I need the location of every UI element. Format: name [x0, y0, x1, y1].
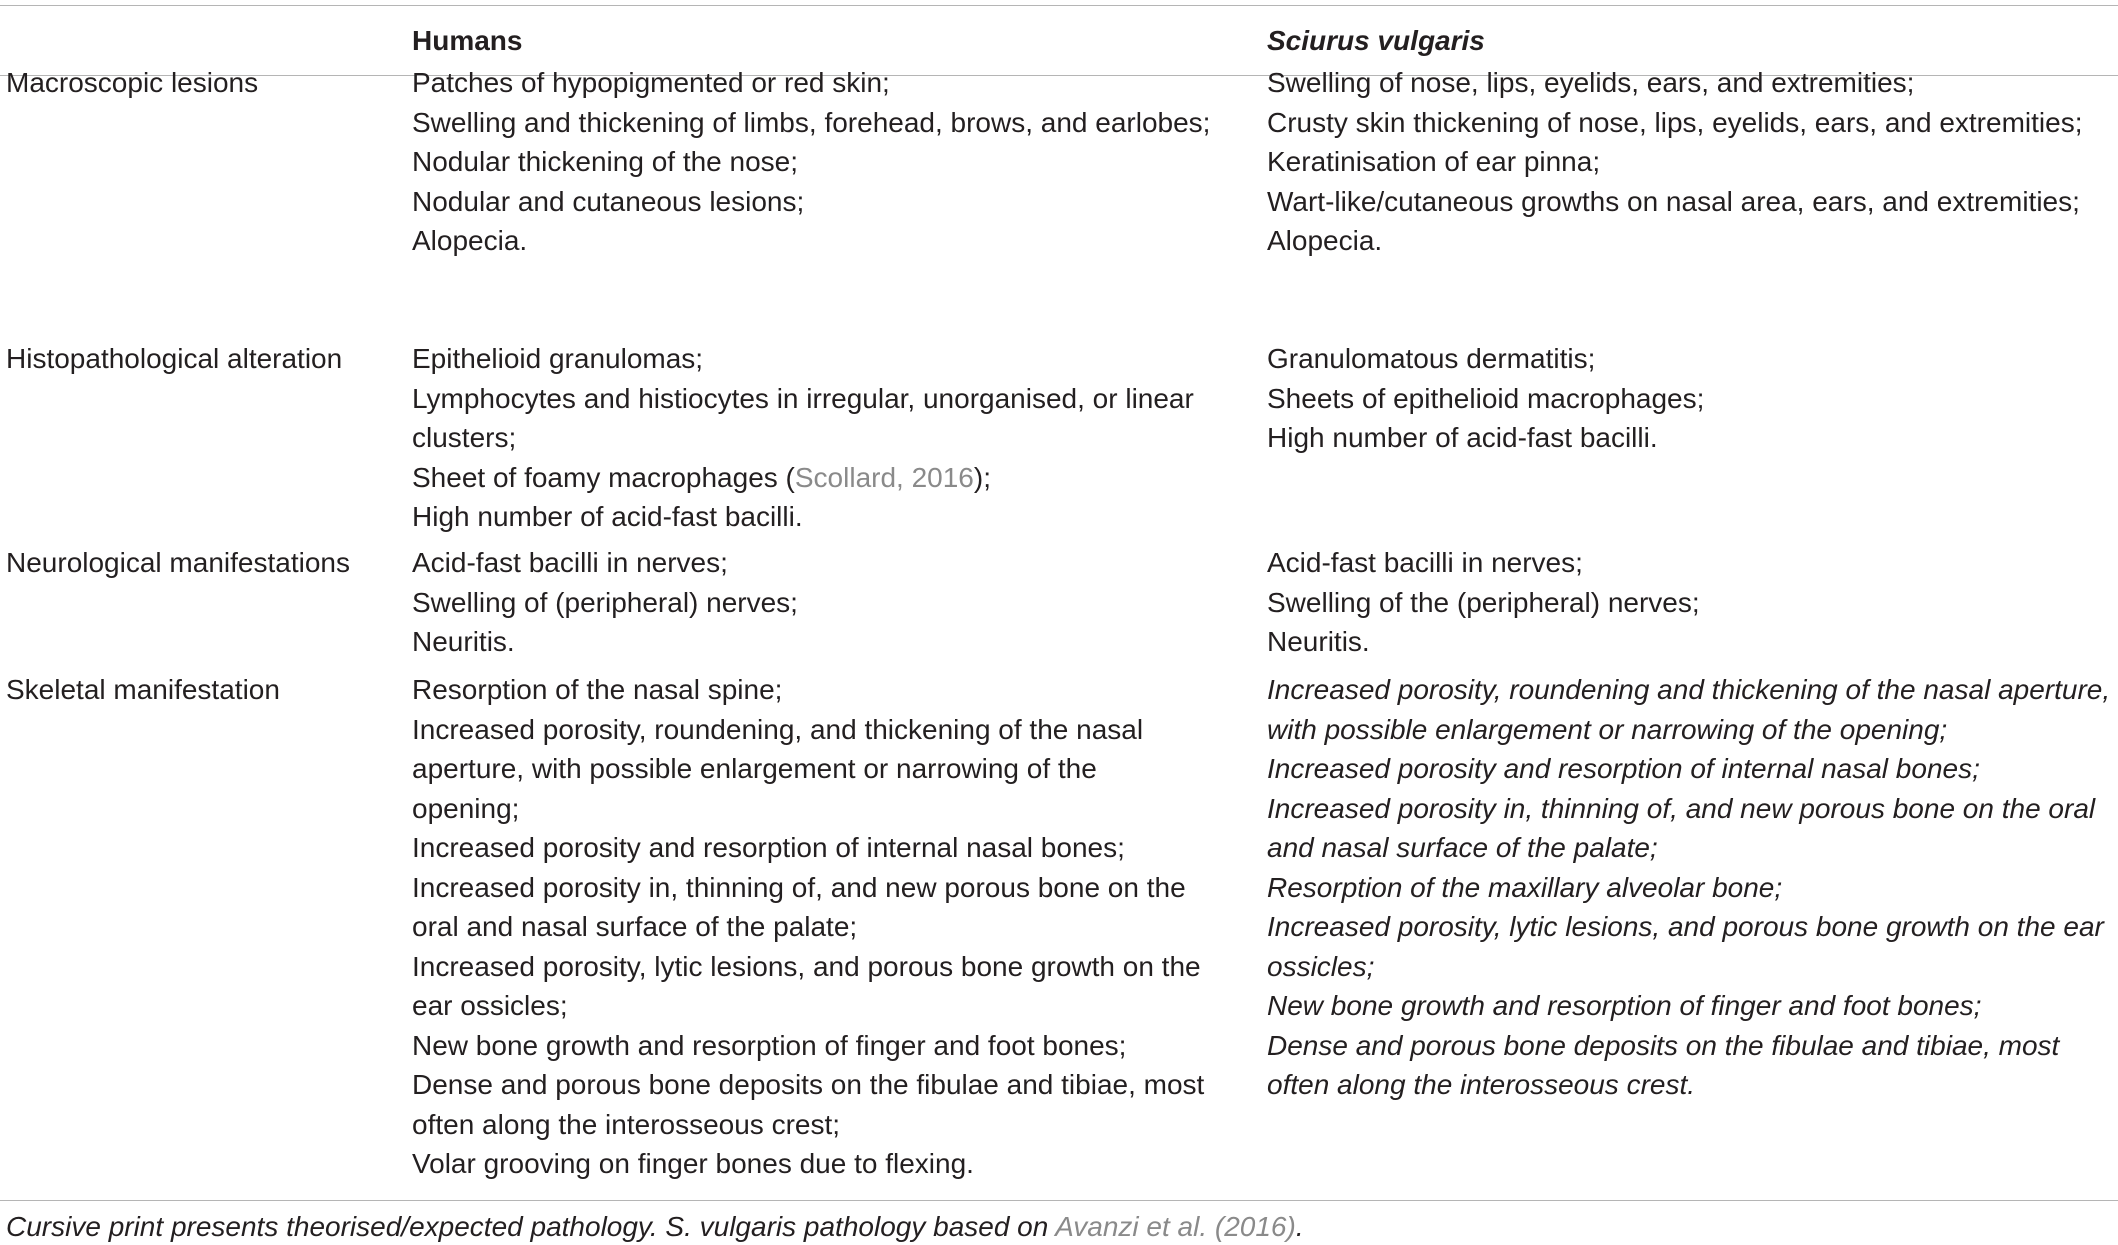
table-bottom-rule	[0, 1200, 2118, 1201]
sciurus-cell	[1267, 339, 2117, 458]
list-item: Neuritis.	[1267, 626, 1370, 657]
list-item	[412, 458, 1212, 498]
list-item: Resorption of the maxillary alveolar bone;	[1267, 871, 1783, 903]
list-item: Increased porosity and resorption of internal nasal bones;	[1267, 753, 1980, 784]
list-item: Alopecia.	[412, 225, 528, 256]
table-top-rule	[0, 5, 2118, 6]
list-item: Increased porosity, lytic lesions, and porous bone growth on the ear ossicles;	[412, 950, 1201, 1021]
table-footnote	[6, 1210, 1304, 1244]
humans-cell	[412, 670, 1212, 1184]
list-item: Alopecia.	[1267, 225, 1383, 256]
footnote-text: Cursive print presents theorised/expected pathology. S. vulgaris pathology based on	[6, 1211, 1056, 1242]
list-item: Increased porosity, roundening, and thickening of the nasal aperture, with possible enlargement or narrowing of the opening;	[412, 713, 1144, 824]
list-item: High number of acid-fast bacilli.	[412, 501, 803, 532]
list-item: Lymphocytes and histiocytes in irregular, unorganised, or linear clusters;	[412, 382, 1194, 453]
list-item: Dense and porous bone deposits on the fibulae and tibiae, most often along the interosseous crest.	[1267, 1029, 2060, 1100]
list-item: Wart-like/cutaneous growths on nasal area, ears, and extremities;	[1267, 185, 2080, 217]
list-item: Dense and porous bone deposits on the fibulae and tibiae, most often along the interosseous crest;	[412, 1069, 1205, 1140]
list-item: Acid-fast bacilli in nerves;	[412, 547, 728, 578]
cited-text: Sheet of foamy macrophages (	[412, 461, 795, 493]
list-item: Increased porosity, roundening and thickening of the nasal aperture, with possible enlargement or narrowing of the opening;	[1267, 674, 2111, 745]
list-item: Volar grooving on finger bones due to flexing.	[412, 1148, 974, 1179]
list-item: Granulomatous dermatitis;	[1267, 343, 1596, 374]
list-item: Nodular thickening of the nose;	[412, 146, 799, 177]
humans-cell	[412, 63, 1212, 261]
list-item: Increased porosity in, thinning of, and new porous bone on the oral and nasal surface of the palate;	[412, 871, 1186, 942]
column-header-sciurus-vulgaris: Sciurus vulgaris	[1267, 25, 1485, 56]
list-item: Epithelioid granulomas;	[412, 343, 704, 374]
footnote-end: .	[1295, 1211, 1304, 1242]
list-item: Keratinisation of ear pinna;	[1267, 146, 1601, 177]
list-item: Increased porosity in, thinning of, and new porous bone on the oral and nasal surface of the palate;	[1267, 792, 2096, 863]
list-item: Nodular and cutaneous lesions;	[412, 185, 805, 217]
list-item: Neuritis.	[412, 626, 515, 657]
list-item: Swelling of (peripheral) nerves;	[412, 586, 798, 618]
sciurus-cell	[1267, 670, 2117, 1105]
list-item: Increased porosity and resorption of internal nasal bones;	[412, 832, 1125, 863]
humans-cell	[412, 339, 1212, 537]
humans-cell	[412, 543, 1212, 662]
cited-text-end: );	[973, 461, 991, 493]
row-label: Histopathological alteration	[6, 343, 343, 374]
list-item: Sheets of epithelioid macrophages;	[1267, 382, 1705, 414]
list-item: Acid-fast bacilli in nerves;	[1267, 547, 1583, 578]
row-label: Neurological manifestations	[6, 547, 350, 578]
citation-link-scollard[interactable]: Scollard, 2016	[794, 461, 974, 493]
list-item: Resorption of the nasal spine;	[412, 674, 783, 705]
list-item: High number of acid-fast bacilli.	[1267, 422, 1658, 453]
list-item: Crusty skin thickening of nose, lips, eyelids, ears, and extremities;	[1267, 106, 2083, 138]
row-label: Macroscopic lesions	[6, 67, 259, 98]
list-item: Increased porosity, lytic lesions, and porous bone growth on the ear ossicles;	[1267, 911, 2104, 982]
list-item: Swelling of the (peripheral) nerves;	[1267, 586, 1700, 618]
list-item: Swelling and thickening of limbs, forehead, brows, and earlobes;	[412, 106, 1211, 138]
row-label: Skeletal manifestation	[6, 674, 280, 705]
column-header-humans: Humans	[412, 25, 523, 56]
citation-link-avanzi[interactable]: Avanzi et al. (2016)	[1055, 1211, 1296, 1242]
sciurus-cell	[1267, 543, 2117, 662]
list-item: Patches of hypopigmented or red skin;	[412, 67, 890, 98]
sciurus-cell	[1267, 63, 2117, 261]
list-item: Swelling of nose, lips, eyelids, ears, and extremities;	[1267, 67, 1915, 98]
list-item: New bone growth and resorption of finger and foot bones;	[1267, 990, 1982, 1021]
list-item: New bone growth and resorption of finger and foot bones;	[412, 1029, 1127, 1061]
